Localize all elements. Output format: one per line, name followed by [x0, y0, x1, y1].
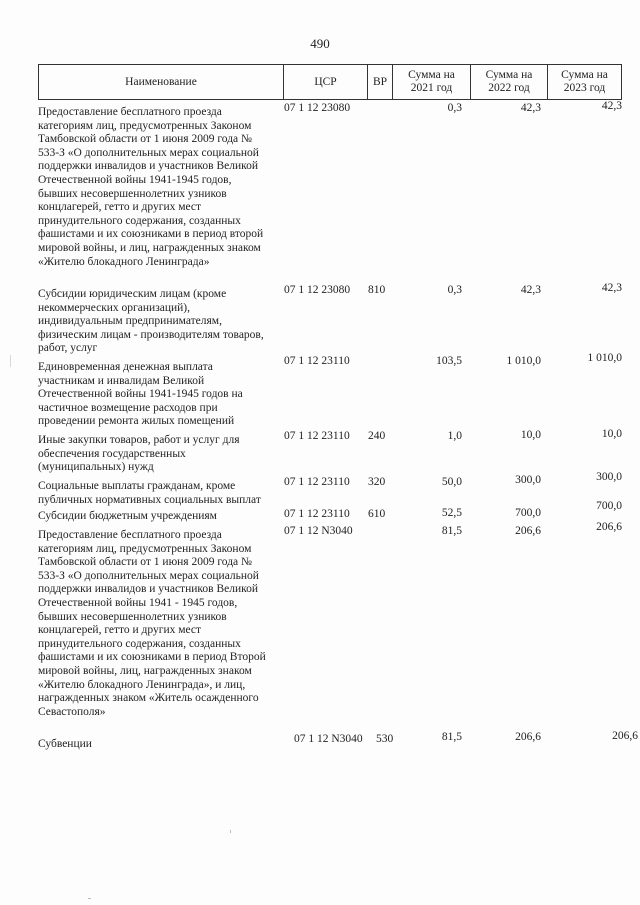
row-sum-2021: 1,0 — [447, 430, 462, 442]
row-sum-2022: 42,3 — [520, 102, 541, 114]
row-sum-2022: 42,3 — [520, 284, 541, 296]
row-sum-2023: 1 010,0 — [587, 352, 622, 364]
row-vr: 810 — [368, 284, 386, 296]
row-csr: 07 1 12 N3040 — [294, 733, 363, 745]
row-sum-2022: 206,6 — [515, 525, 541, 537]
row-name: Единовременная денежная выплата участникам и инвалидам Великой Отечественной войны 1941-1945 годов на частичное возмещение расходов при проведении ремонта жилых помещений — [38, 361, 243, 428]
header-name: Наименование — [125, 75, 197, 88]
row-name: Субсидии бюджетным учреждениям — [38, 510, 217, 522]
row-vr: 610 — [368, 508, 386, 520]
row-sum-2021: 50,0 — [441, 476, 462, 488]
row-vr: 240 — [368, 430, 386, 442]
row-sum-2023: 10,0 — [601, 428, 622, 440]
row-sum-2021: 81,5 — [441, 731, 462, 743]
row-sum-2023: 206,6 — [612, 730, 638, 742]
scan-speck — [88, 898, 91, 899]
scan-speck — [230, 830, 231, 833]
row-csr: 07 1 12 23110 — [284, 355, 350, 367]
row-sum-2022: 1 010,0 — [506, 355, 541, 367]
row-sum-2022: 10,0 — [520, 429, 541, 441]
row-csr: 07 1 12 23080 — [284, 284, 351, 296]
row-sum-2023: 206,6 — [596, 521, 622, 533]
row-sum-2023: 700,0 — [596, 500, 622, 512]
header-sum-2023: Сумма на 2023 год — [547, 65, 621, 99]
row-name: Субвенции — [38, 738, 92, 750]
row-sum-2021: 0,3 — [447, 102, 462, 114]
row-csr: 07 1 12 23110 — [284, 476, 350, 488]
row-vr: 530 — [376, 733, 394, 745]
row-sum-2021: 103,5 — [436, 355, 462, 367]
row-csr: 07 1 12 N3040 — [284, 525, 353, 537]
table-header — [38, 64, 622, 100]
row-vr: 320 — [368, 476, 386, 488]
row-name: Иные закупки товаров, работ и услуг для обеспечения государственных (муниципальных) нужд — [38, 434, 240, 474]
header-sum-2022: Сумма на 2022 год — [470, 65, 547, 99]
row-sum-2023: 300,0 — [596, 471, 622, 483]
header-vr: ВР — [367, 65, 392, 99]
row-name: Предоставление бесплатного проезда категориям лиц, предусмотренных Законом Тамбовской области от 1 июня 2009 года № 533-З «О дополнительных мерах социальной поддержки инвалидов и участников Великой Отечественной войны 1941-1945 годов, бывших несовершеннолетних узников концлагерей, гетто и других мест принудительного содержания, созданных фашистами и их союзниками в период второй мировой войны, и лиц, награжденных знаком «Жителю блокадного Ленинграда» — [38, 106, 264, 268]
row-sum-2021: 81,5 — [441, 525, 462, 537]
row-sum-2023: 42,3 — [601, 282, 622, 294]
row-name: Субсидии юридическим лицам (кроме некоммерческих организаций), индивидуальным предпринимателям, физическим лицам - производителям товаров, работ, услуг — [38, 288, 264, 355]
row-csr: 07 1 12 23080 — [284, 102, 351, 114]
row-sum-2022: 300,0 — [515, 474, 541, 486]
row-name: Предоставление бесплатного проезда категориям лиц, предусмотренных Законом Тамбовской области от 1 июня 2009 года № 533-З «О дополнительных мерах социальной поддержки инвалидов и участников Великой Отечественной войны 1941 - 1945 годов, бывших несовершеннолетних узников концлагерей, гетто и других мест принудительного содержания, созданных фашистами и их союзниками в период Второй мировой войны, лиц, награжденных знаком «Жителю блокадного Ленинграда», и лиц, награжденных знаком «Житель осажденного Севастополя» — [38, 529, 266, 718]
row-sum-2022: 700,0 — [515, 507, 541, 519]
row-sum-2021: 52,5 — [441, 507, 462, 519]
header-csr: ЦСР — [283, 65, 367, 99]
row-name: Социальные выплаты гражданам, кроме публичных нормативных социальных выплат — [38, 480, 261, 506]
header-sum-2021: Сумма на 2021 год — [392, 65, 470, 99]
page-number: 490 — [310, 36, 330, 51]
scan-speck — [10, 355, 11, 367]
row-sum-2022: 206,6 — [515, 731, 541, 743]
row-csr: 07 1 12 23110 — [284, 430, 350, 442]
row-sum-2023: 42,3 — [601, 100, 622, 112]
row-sum-2021: 0,3 — [447, 284, 462, 296]
row-csr: 07 1 12 23110 — [284, 508, 350, 520]
